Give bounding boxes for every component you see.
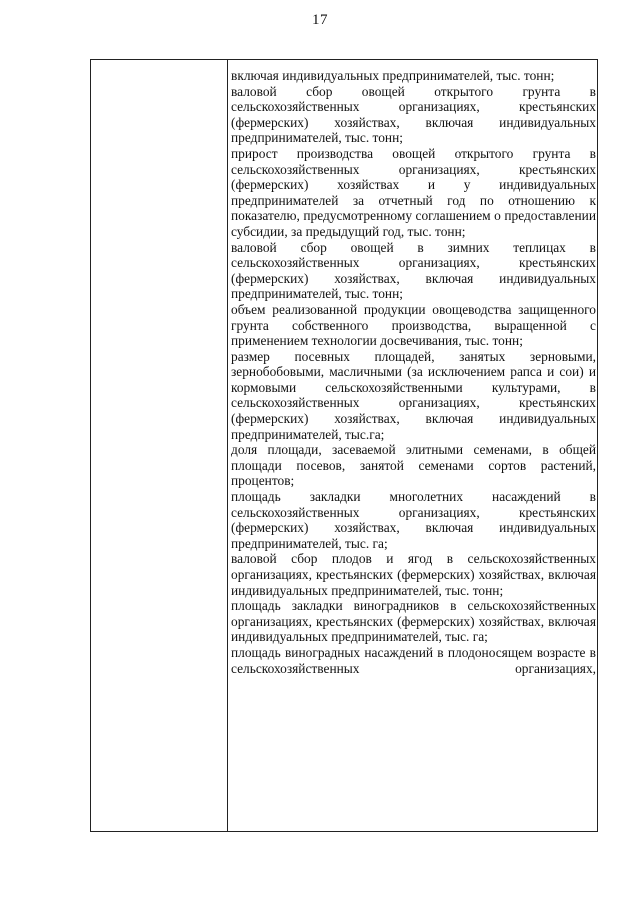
table-right-cell (228, 60, 599, 831)
indicator-paragraph: размер посевных площадей, занятых зерновыми, зернобобовыми, масличными (за исключением рапса и сои) и кормовыми сельскохозяйственными культурами, в сельскохозяйственных организациях, крестьянских (фермерских) хозяйствах, включая индивидуальных предпринимателей, тыс.га; (231, 348, 596, 442)
indicator-paragraph: площадь закладки виноградников в сельскохозяйственных организациях, крестьянских (фермерских) хозяйствах, включая индивидуальных предпринимателей, тыс. га; (231, 598, 596, 645)
page-number: 17 (312, 12, 328, 28)
indicator-paragraph: включая индивидуальных предпринимателей, тыс. тонн; (231, 68, 555, 83)
table-left-cell (91, 60, 228, 831)
indicator-paragraph: валовой сбор овощей открытого грунта в сельскохозяйственных организациях, крестьянских (фермерских) хозяйствах, включая индивидуальных предпринимателей, тыс. тонн; (231, 83, 596, 146)
indicator-paragraph: доля площади, засеваемой элитными семенами, в общей площади посевов, занятой семенами сортов растений, процентов; (231, 442, 596, 489)
indicator-paragraph: объем реализованной продукции овощеводства защищенного грунта собственного производства, выращенной с применением технологии досвечивания, тыс. тонн; (231, 301, 596, 349)
indicator-paragraph: прирост производства овощей открытого грунта в сельскохозяйственных организациях, крестьянских (фермерских) хозяйствах и у индивидуальных предпринимателей за отчетный год по отношению к показателю, предусмотренному соглашением о предоставлении субсидии, за предыдущий год, тыс. тонн; (231, 145, 596, 239)
indicator-paragraph: валовой сбор овощей в зимних теплицах в сельскохозяйственных организациях, крестьянских (фермерских) хозяйствах, включая индивидуальных предпринимателей, тыс. тонн; (231, 239, 596, 302)
indicator-paragraph: площадь закладки многолетних насаждений в сельскохозяйственных организациях, крестьянских (фермерских) хозяйствах, включая индивидуальных предпринимателей, тыс. га; (231, 489, 596, 551)
indicator-paragraph: площадь виноградных насаждений в плодоносящем возрасте в сельскохозяйственных организациях, (231, 644, 596, 676)
indicator-paragraph: валовой сбор плодов и ягод в сельскохозяйственных организациях, крестьянских (фермерских) хозяйствах, включая индивидуальных предпринимателей, тыс. тонн; (231, 551, 596, 598)
indicators-table (90, 59, 598, 832)
